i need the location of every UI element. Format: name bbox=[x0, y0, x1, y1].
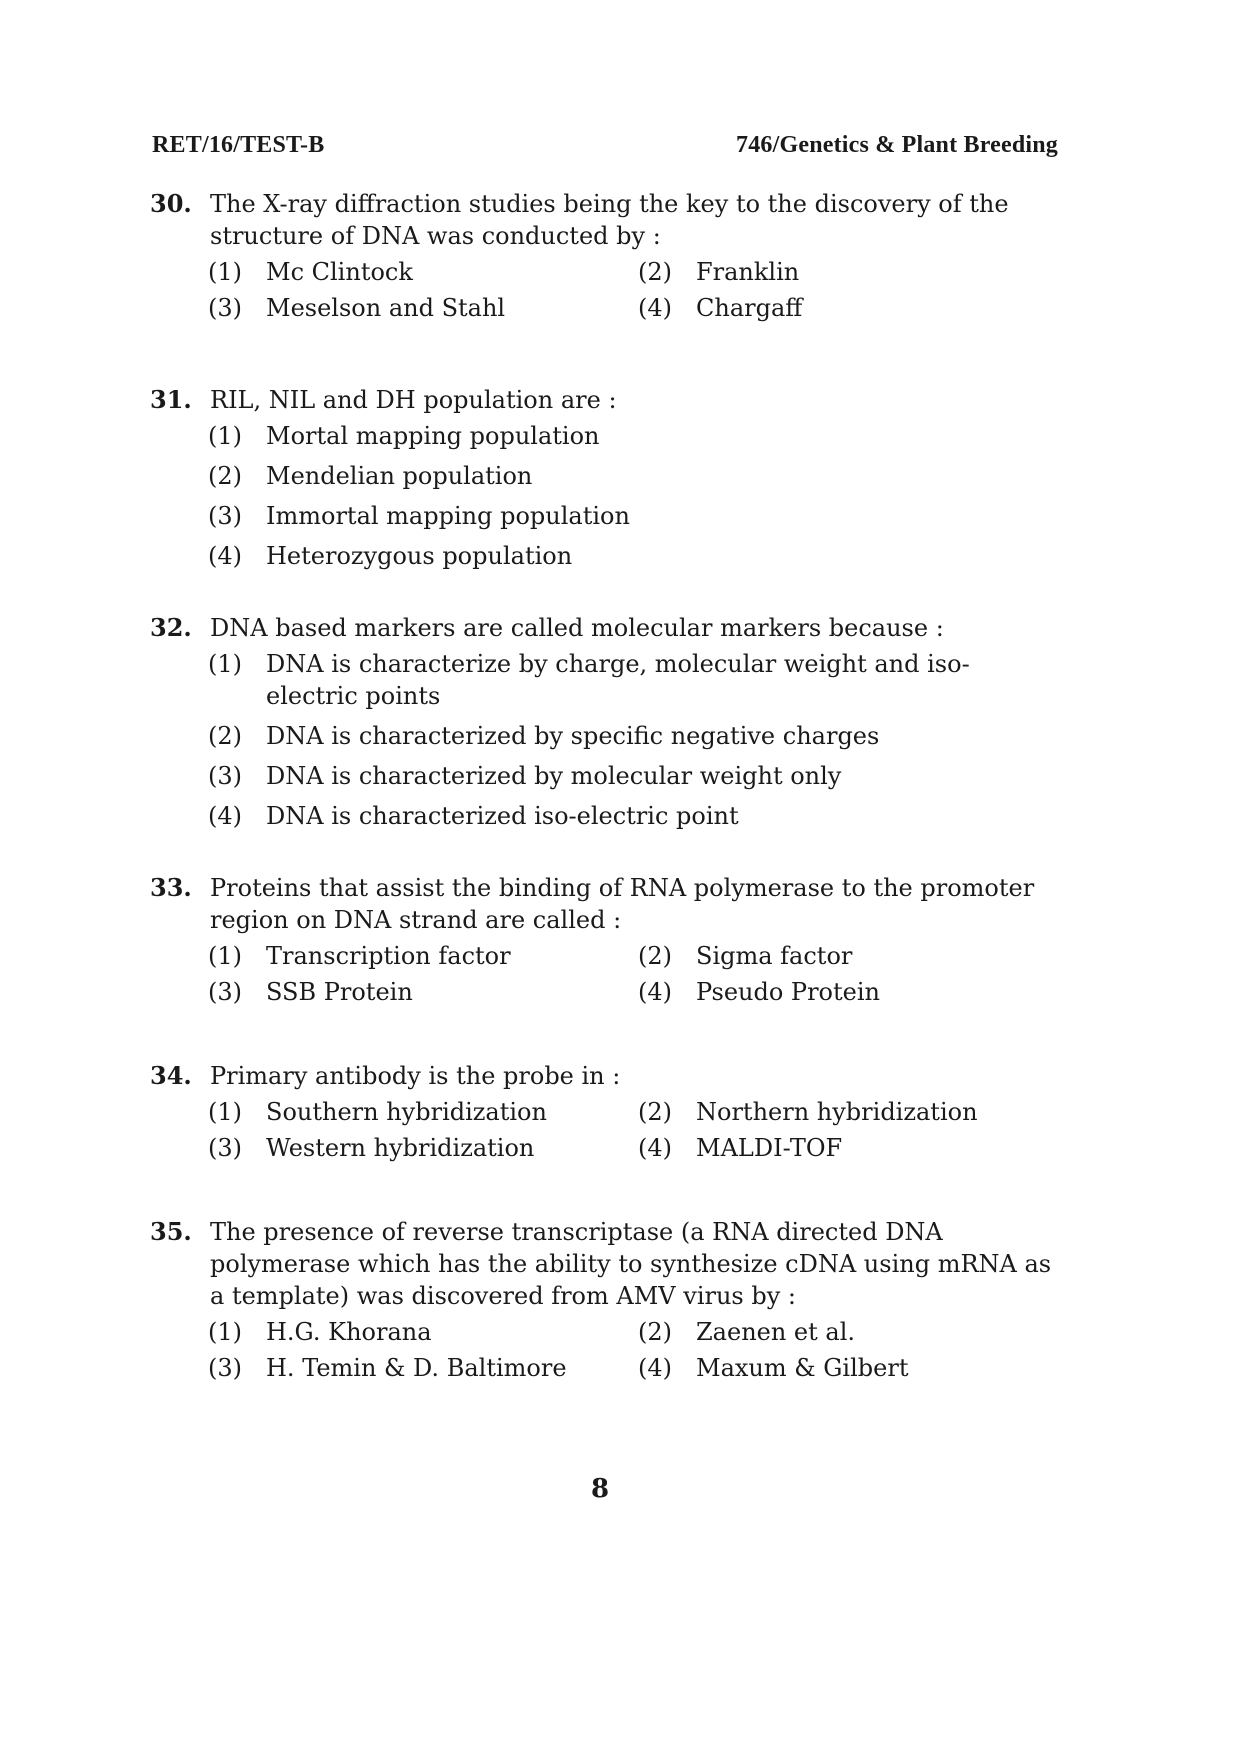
option-text: Immortal mapping population bbox=[266, 502, 630, 530]
option-text: Chargaff bbox=[696, 294, 803, 322]
option-number: (3) bbox=[208, 294, 242, 322]
option bbox=[208, 1096, 638, 1128]
question-31 bbox=[150, 384, 1056, 580]
option bbox=[208, 1316, 638, 1348]
option bbox=[638, 1096, 1056, 1128]
option-text: MALDI-TOF bbox=[696, 1134, 843, 1162]
option-text: Pseudo Protein bbox=[696, 978, 880, 1006]
question-number: 35. bbox=[150, 1217, 192, 1246]
option bbox=[208, 540, 1056, 572]
option-number: (2) bbox=[638, 1098, 672, 1126]
option-number: (2) bbox=[208, 462, 242, 490]
options bbox=[208, 1096, 1056, 1164]
option bbox=[208, 940, 638, 972]
option-number: (4) bbox=[638, 978, 672, 1006]
options bbox=[208, 420, 1056, 572]
question-text: DNA based markers are called molecular markers because : bbox=[210, 614, 944, 642]
option-number: (4) bbox=[208, 542, 242, 570]
option-number: (1) bbox=[208, 1098, 242, 1126]
question-text: Primary antibody is the probe in : bbox=[210, 1062, 621, 1090]
option-number: (2) bbox=[638, 1318, 672, 1346]
question-number: 30. bbox=[150, 189, 192, 218]
option-text: DNA is characterized by specific negative charges bbox=[266, 722, 880, 750]
option bbox=[208, 760, 1056, 792]
option-text: Franklin bbox=[696, 258, 800, 286]
option-text: H. Temin & D. Baltimore bbox=[266, 1354, 567, 1382]
option-number: (3) bbox=[208, 978, 242, 1006]
options bbox=[208, 1316, 1056, 1384]
option bbox=[638, 256, 1056, 288]
option-text: Southern hybridization bbox=[266, 1098, 547, 1126]
option-text: Zaenen et al. bbox=[696, 1318, 856, 1346]
option-text: Meselson and Stahl bbox=[266, 294, 506, 322]
question-number: 32. bbox=[150, 613, 192, 642]
question-number: 33. bbox=[150, 873, 192, 902]
question-text: RIL, NIL and DH population are : bbox=[210, 386, 617, 414]
option bbox=[638, 1316, 1056, 1348]
question-35 bbox=[150, 1216, 1056, 1384]
option-number: (1) bbox=[208, 650, 242, 678]
option-number: (4) bbox=[638, 1134, 672, 1162]
option bbox=[638, 940, 1056, 972]
header-test-code: RET/16/TEST-B bbox=[152, 132, 325, 158]
question-number: 34. bbox=[150, 1061, 192, 1090]
options bbox=[208, 256, 1056, 324]
option bbox=[208, 256, 638, 288]
option bbox=[208, 460, 1056, 492]
option-text: H.G. Khorana bbox=[266, 1318, 432, 1346]
option-number: (2) bbox=[638, 258, 672, 286]
option bbox=[208, 292, 638, 324]
option-number: (1) bbox=[208, 422, 242, 450]
option bbox=[208, 800, 1056, 832]
option bbox=[208, 648, 1056, 712]
option bbox=[208, 420, 1056, 452]
option bbox=[638, 1352, 1056, 1384]
options bbox=[208, 940, 1056, 1008]
option-text: Heterozygous population bbox=[266, 542, 573, 570]
option-number: (4) bbox=[208, 802, 242, 830]
option-text: DNA is characterize by charge, molecular weight and iso-electric points bbox=[266, 650, 970, 710]
option-number: (1) bbox=[208, 942, 242, 970]
option-text: Sigma factor bbox=[696, 942, 853, 970]
option-text: Mortal mapping population bbox=[266, 422, 600, 450]
question-32 bbox=[150, 612, 1056, 840]
option bbox=[208, 720, 1056, 752]
option-text: SSB Protein bbox=[266, 978, 413, 1006]
option-number: (1) bbox=[208, 258, 242, 286]
question-text: Proteins that assist the binding of RNA polymerase to the promoter region on DNA strand are called : bbox=[210, 874, 1035, 934]
option-number: (1) bbox=[208, 1318, 242, 1346]
option-number: (2) bbox=[208, 722, 242, 750]
option-number: (3) bbox=[208, 762, 242, 790]
question-text: The X-ray diffraction studies being the key to the discovery of the structure of DNA was conducted by : bbox=[210, 190, 1009, 250]
option-text: DNA is characterized by molecular weight only bbox=[266, 762, 842, 790]
option-text: Mendelian population bbox=[266, 462, 533, 490]
option-text: Maxum & Gilbert bbox=[696, 1354, 909, 1382]
question-number: 31. bbox=[150, 385, 192, 414]
option-number: (4) bbox=[638, 294, 672, 322]
page-number: 8 bbox=[590, 1474, 610, 1504]
option bbox=[208, 500, 1056, 532]
option-text: Transcription factor bbox=[266, 942, 511, 970]
option-number: (3) bbox=[208, 1354, 242, 1382]
option-text: Northern hybridization bbox=[696, 1098, 978, 1126]
option bbox=[638, 292, 1056, 324]
question-30 bbox=[150, 188, 1056, 324]
option-text: Western hybridization bbox=[266, 1134, 535, 1162]
options bbox=[208, 648, 1056, 832]
option bbox=[208, 1352, 638, 1384]
option-number: (3) bbox=[208, 502, 242, 530]
option-text: Mc Clintock bbox=[266, 258, 413, 286]
option-text: DNA is characterized iso-electric point bbox=[266, 802, 739, 830]
question-34 bbox=[150, 1060, 1056, 1164]
header-subject: 746/Genetics & Plant Breeding bbox=[736, 132, 1058, 158]
option-number: (4) bbox=[638, 1354, 672, 1382]
question-text: The presence of reverse transcriptase (a RNA directed DNA polymerase which has the ability to synthesize cDNA using mRNA as a template) was discovered from AMV virus by : bbox=[210, 1218, 1052, 1310]
option bbox=[208, 976, 638, 1008]
option-number: (3) bbox=[208, 1134, 242, 1162]
option bbox=[638, 1132, 1056, 1164]
option bbox=[638, 976, 1056, 1008]
question-33 bbox=[150, 872, 1056, 1008]
option bbox=[208, 1132, 638, 1164]
option-number: (2) bbox=[638, 942, 672, 970]
